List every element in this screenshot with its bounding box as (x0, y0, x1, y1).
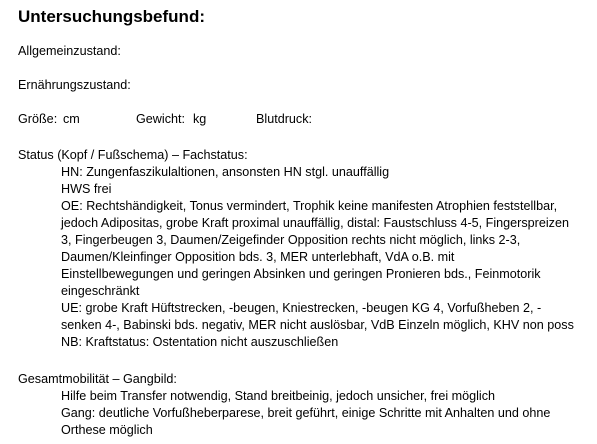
status-line: senken 4-, Babinski bds. negativ, MER nicht auslösbar, VdB Einzeln möglich, KHV non poss (61, 318, 574, 332)
allgemeinzustand-label: Allgemeinzustand: (18, 44, 121, 58)
status-line: HWS frei (61, 182, 112, 196)
gang-line: Orthese möglich (61, 423, 153, 437)
status-line: 3, Fingerbeugen 3, Daumen/Zeigefinder Opposition rechts nicht möglich, links 2-3, (61, 233, 521, 247)
ernaehrungszustand-label: Ernährungszustand: (18, 78, 131, 92)
blutdruck-label: Blutdruck: (256, 112, 312, 126)
gang-line: Hilfe beim Transfer notwendig, Stand breitbeinig, jedoch unsicher, frei möglich (61, 389, 496, 403)
status-line: Daumen/Kleinfinger Opposition bds. 3, MER unterlebhaft, VdA o.B. mit (61, 250, 455, 264)
document-title: Untersuchungsbefund: (18, 7, 205, 26)
status-line: OE: Rechtshändigkeit, Tonus vermindert, Trophik keine manifesten Atrophien feststellbar, (61, 199, 558, 213)
gewicht-unit: kg (193, 112, 207, 126)
gang-heading: Gesamtmobilität – Gangbild: (18, 372, 177, 386)
status-heading: Status (Kopf / Fußschema) – Fachstatus: (18, 148, 248, 162)
status-line: HN: Zungenfaszikulaltionen, ansonsten HN stgl. unauffällig (61, 165, 390, 179)
status-line: jedoch Adipositas, grobe Kraft proximal unauffällig, distal: Faustschluss 4-5, Fingerspreizen (61, 216, 569, 230)
status-line: UE: grobe Kraft Hüftstrecken, -beugen, Kniestrecken, -beugen KG 4, Vorfußheben 2, - (61, 301, 542, 315)
status-line: eingeschränkt (61, 284, 140, 298)
groesse-unit: cm (63, 112, 80, 126)
gewicht-label: Gewicht: (136, 112, 185, 126)
groesse-label: Größe: (18, 112, 58, 126)
status-line: NB: Kraftstatus: Ostentation nicht auszuschließen (61, 335, 339, 349)
status-line: Einstellbewegungen und geringen Absinken und geringen Pronieren bds., Feinmotorik (61, 267, 541, 281)
gang-line: Gang: deutliche Vorfußheberparese, breit geführt, einige Schritte mit Anhalten und ohne (61, 406, 551, 420)
